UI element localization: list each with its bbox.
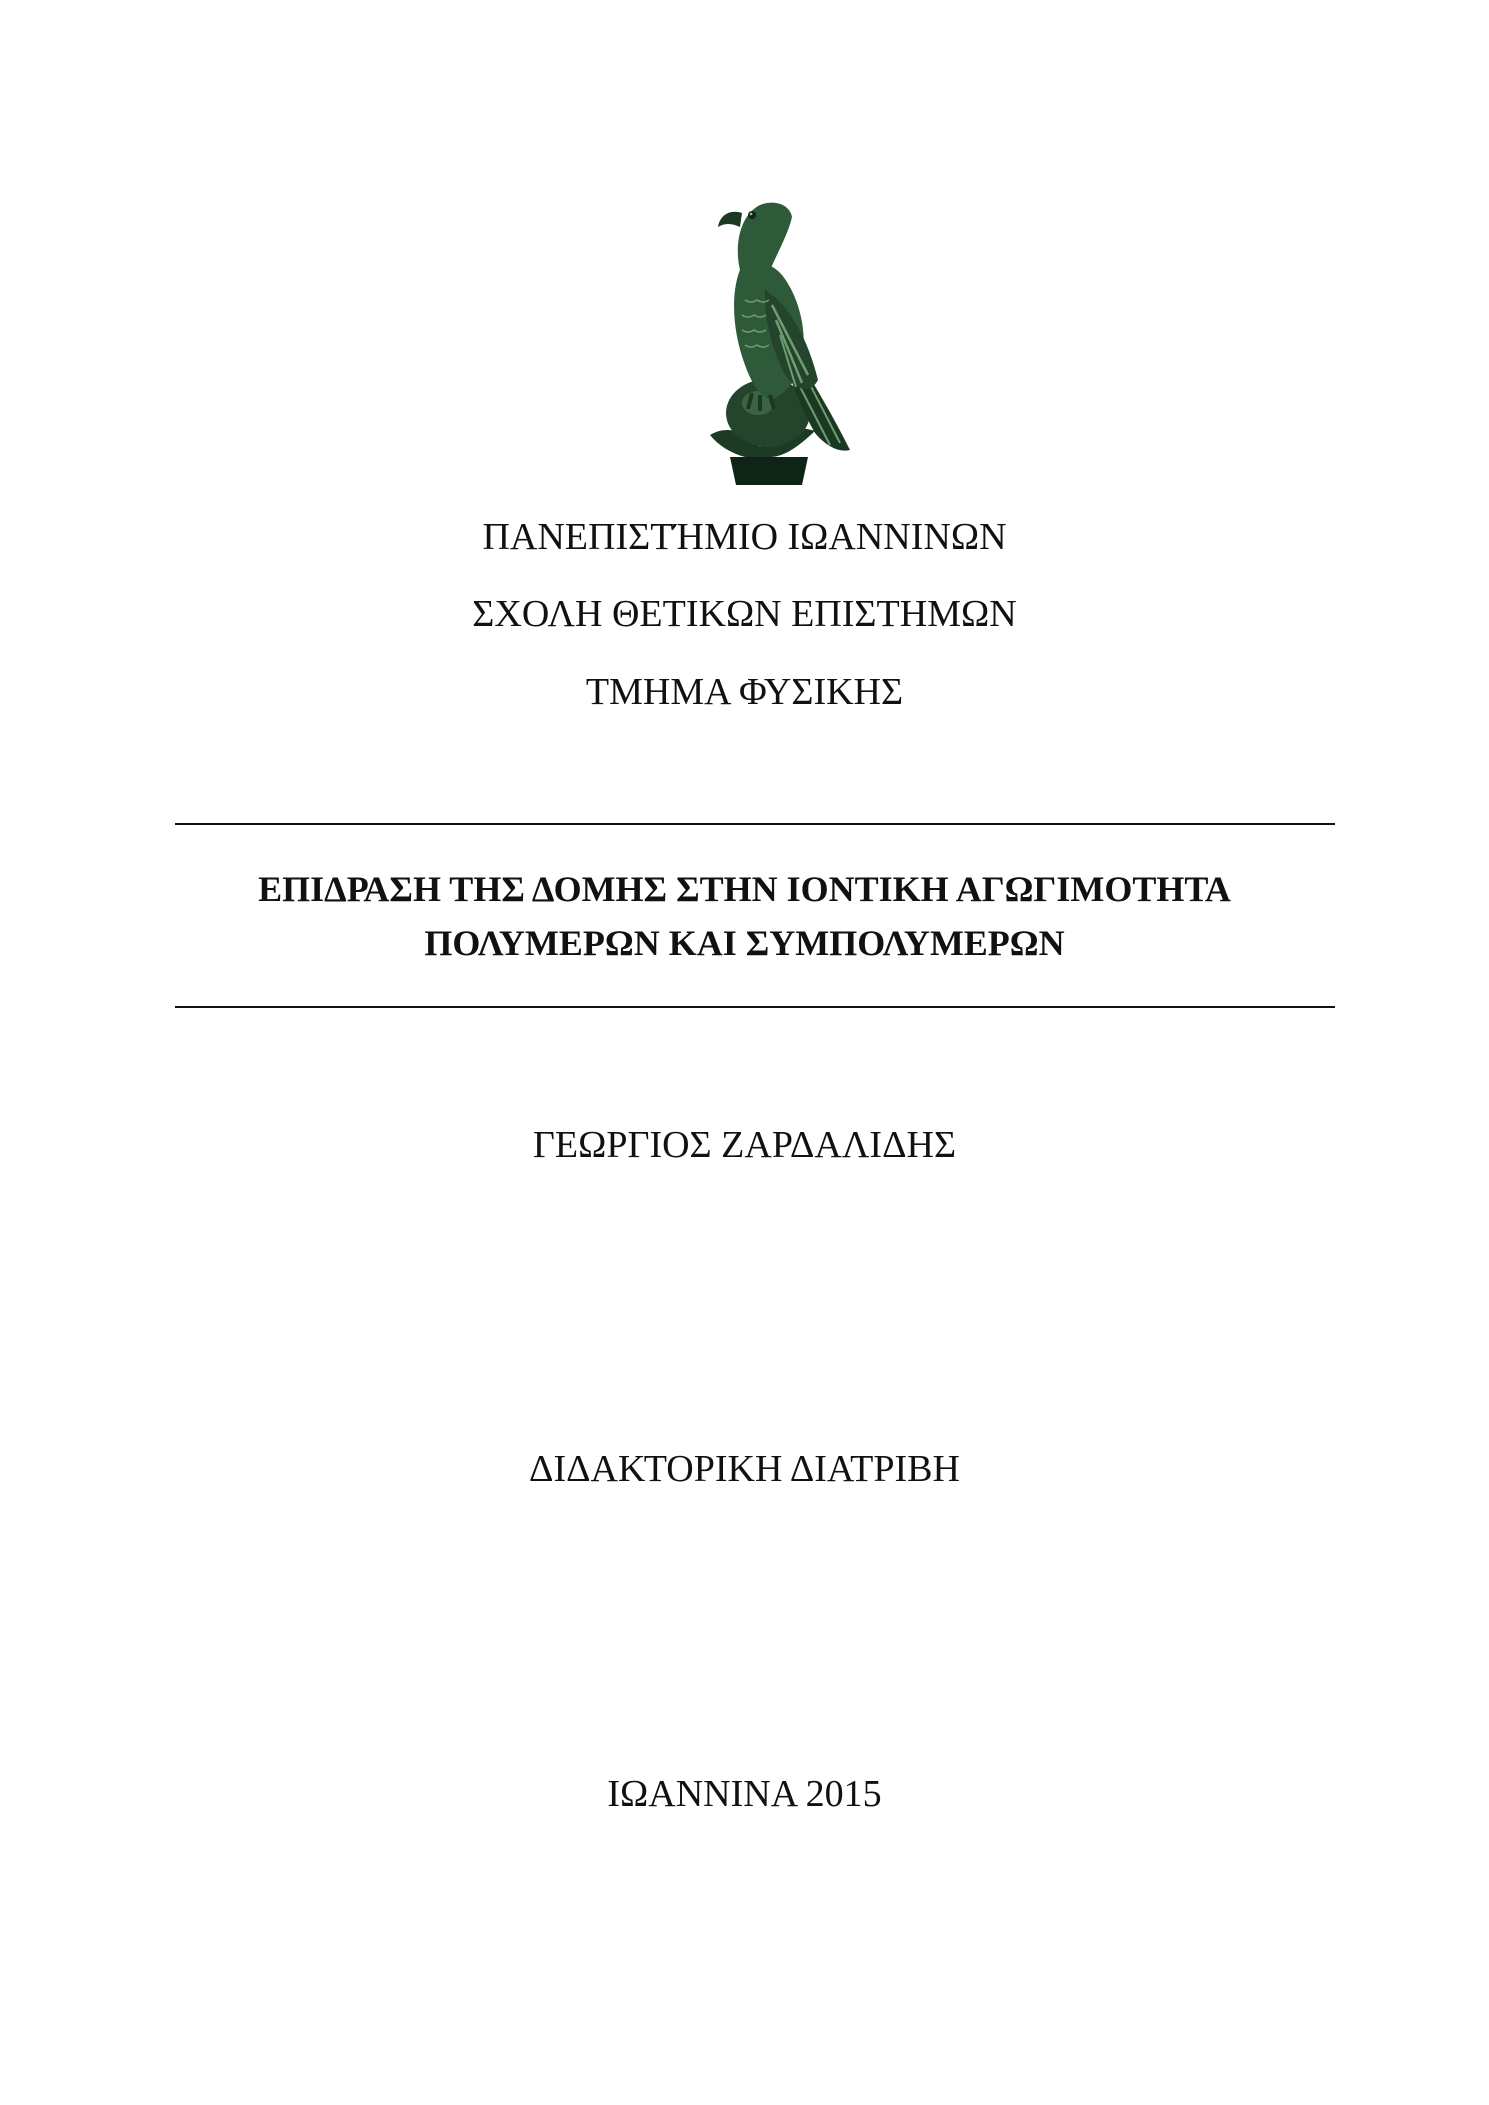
department-name: ΤΜΗΜΑ ΦΥΣΙΚΗΣ (585, 671, 904, 713)
university-name: ΠΑΝΕΠΙΣΤΉΜΙΟ ΙΩΑΝΝΙΝΩΝ (482, 516, 1007, 558)
thesis-title-line-2: ΠΟΛΥΜΕΡΩΝ ΚΑΙ ΣΥΜΠΟΛΥΜΕΡΩΝ (424, 923, 1065, 963)
title-bottom-rule (175, 1006, 1335, 1008)
author-name: ΓΕΩΡΓΙΟΣ ΖΑΡΔΑΛΙΔΗΣ (532, 1124, 957, 1166)
thesis-title (0, 862, 1489, 970)
place-year: ΙΩΑΝΝΙΝΑ 2015 (607, 1773, 882, 1815)
title-top-rule (175, 823, 1335, 825)
thesis-title-line-1: ΕΠΙΔΡΑΣΗ ΤΗΣ ΔΟΜΗΣ ΣΤΗΝ ΙΟΝΤΙΚΗ ΑΓΩΓΙΜΟΤΗΤΑ (258, 869, 1231, 909)
eagle-statue-icon (690, 195, 865, 490)
school-name: ΣΧΟΛΗ ΘΕΤΙΚΩΝ ΕΠΙΣΤΗΜΩΝ (472, 593, 1017, 635)
document-type: ΔΙΔΑΚΤΟΡΙΚΗ ΔΙΑΤΡΙΒΗ (529, 1448, 960, 1490)
